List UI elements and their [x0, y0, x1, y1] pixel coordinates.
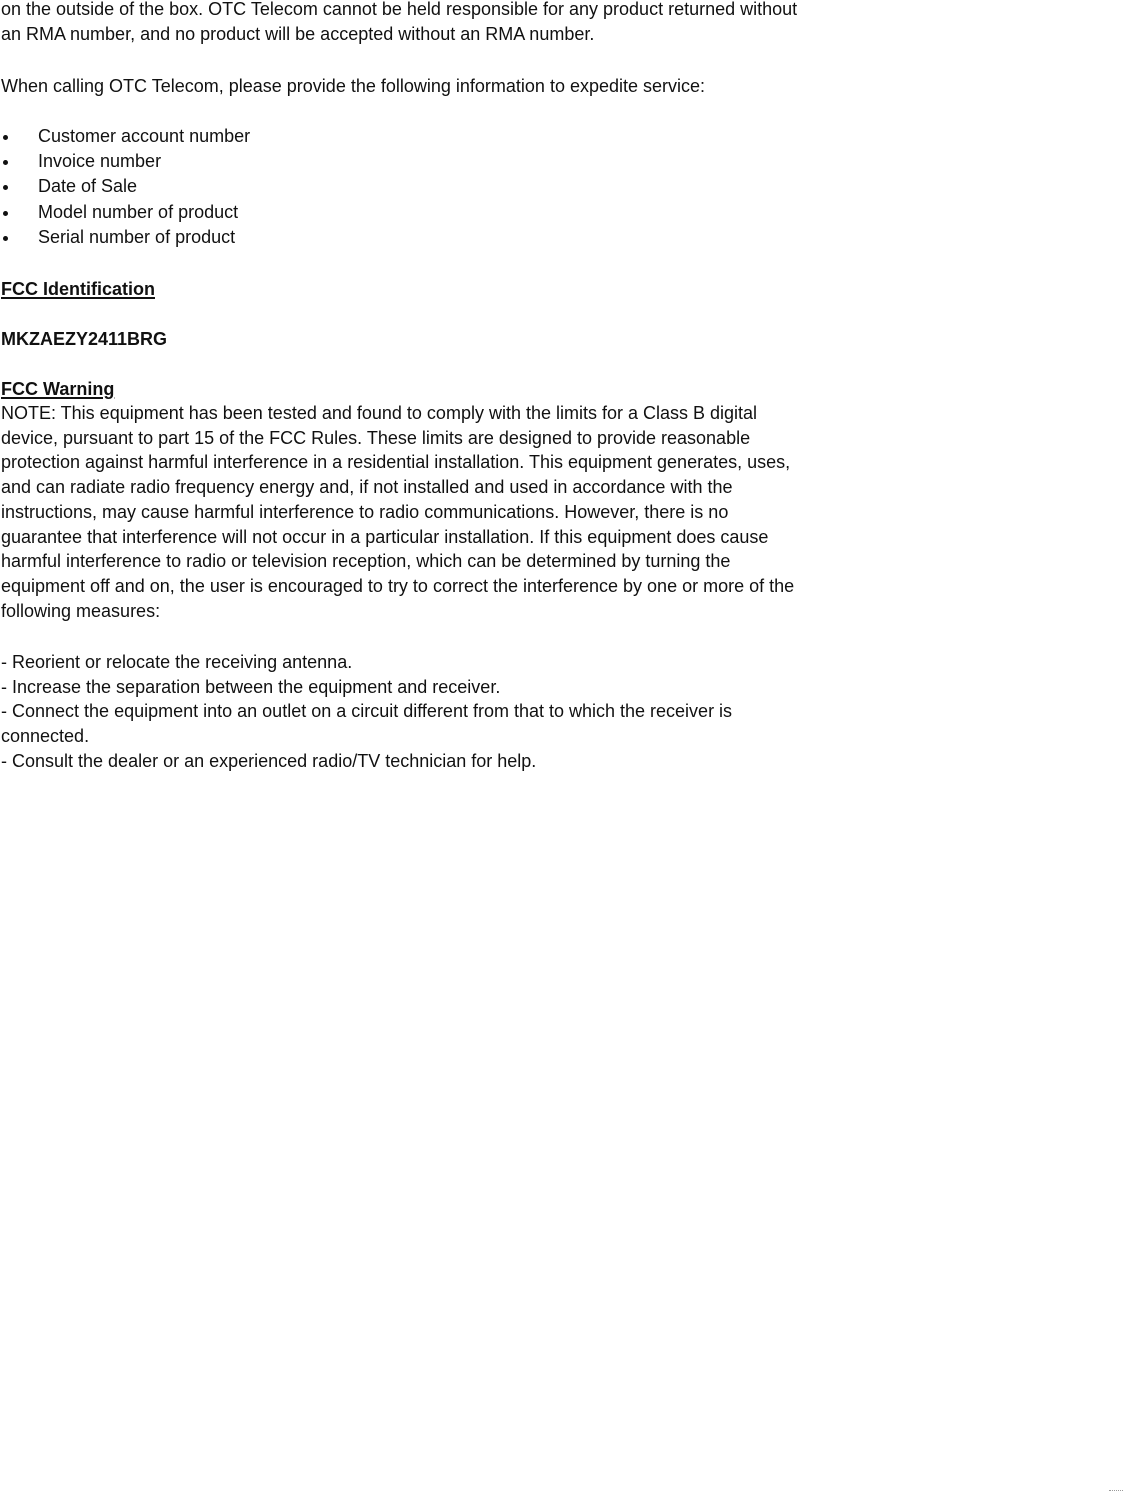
warning-line: guarantee that interference will not occur in a particular installation. If this equipment does cause — [1, 526, 769, 547]
list-item — [1, 149, 250, 174]
warning-line: following measures: — [1, 600, 161, 621]
measure-item: - Reorient or relocate the receiving antenna. — [1, 652, 353, 672]
warning-line: and can radiate radio frequency energy and, if not installed and used in accordance with the — [1, 477, 733, 498]
warning-line: instructions, may cause harmful interference to radio communications. However, there is no — [1, 501, 729, 522]
warning-line: protection against harmful interference in a residential installation. This equipment generates, uses, — [1, 452, 791, 473]
fcc-warning-heading: FCC Warning — [1, 379, 115, 399]
list-item — [1, 174, 250, 199]
measures-list — [1, 650, 732, 774]
scan-artifact — [1109, 1490, 1123, 1492]
bullet-icon — [3, 160, 8, 165]
info-list — [1, 124, 250, 250]
list-item — [1, 124, 250, 149]
bullet-icon — [3, 185, 8, 190]
measure-item: - Connect the equipment into an outlet on a circuit different from that to which the receiver is — [1, 701, 733, 722]
warning-line: NOTE: This equipment has been tested and found to comply with the limits for a Class B digital — [1, 403, 758, 423]
fcc-id-value: MKZAEZY2411BRG — [1, 329, 168, 349]
rma-line-1: on the outside of the box. OTC Telecom cannot be held responsible for any product returned without — [1, 0, 798, 19]
rma-line-2: an RMA number, and no product will be accepted without an RMA number. — [1, 23, 595, 44]
warning-line: equipment off and on, the user is encouraged to try to correct the interference by one or more of the — [1, 575, 795, 596]
fcc-warning-paragraph — [1, 401, 941, 623]
list-item-text: Invoice number — [38, 151, 162, 172]
warning-line: harmful interference to radio or television reception, which can be determined by turning the — [1, 551, 731, 572]
measure-item: connected. — [1, 726, 90, 747]
list-item — [1, 225, 250, 250]
measure-item: - Increase the separation between the equipment and receiver. — [1, 676, 501, 697]
rma-paragraph — [1, 0, 941, 46]
fcc-identification-heading: FCC Identification — [1, 279, 155, 299]
list-item-text: Model number of product — [38, 201, 239, 222]
bullet-icon — [3, 211, 8, 216]
list-item-text: Serial number of product — [38, 226, 236, 247]
list-item-text: Date of Sale — [38, 176, 138, 197]
list-item-text: Customer account number — [38, 126, 251, 146]
bullet-icon — [3, 135, 8, 140]
calling-paragraph: When calling OTC Telecom, please provide the following information to expedite service: — [1, 76, 706, 96]
list-item — [1, 200, 250, 225]
bullet-icon — [3, 236, 8, 241]
warning-line: device, pursuant to part 15 of the FCC Rules. These limits are designed to provide reasonable — [1, 427, 751, 448]
measure-item: - Consult the dealer or an experienced radio/TV technician for help. — [1, 750, 537, 771]
